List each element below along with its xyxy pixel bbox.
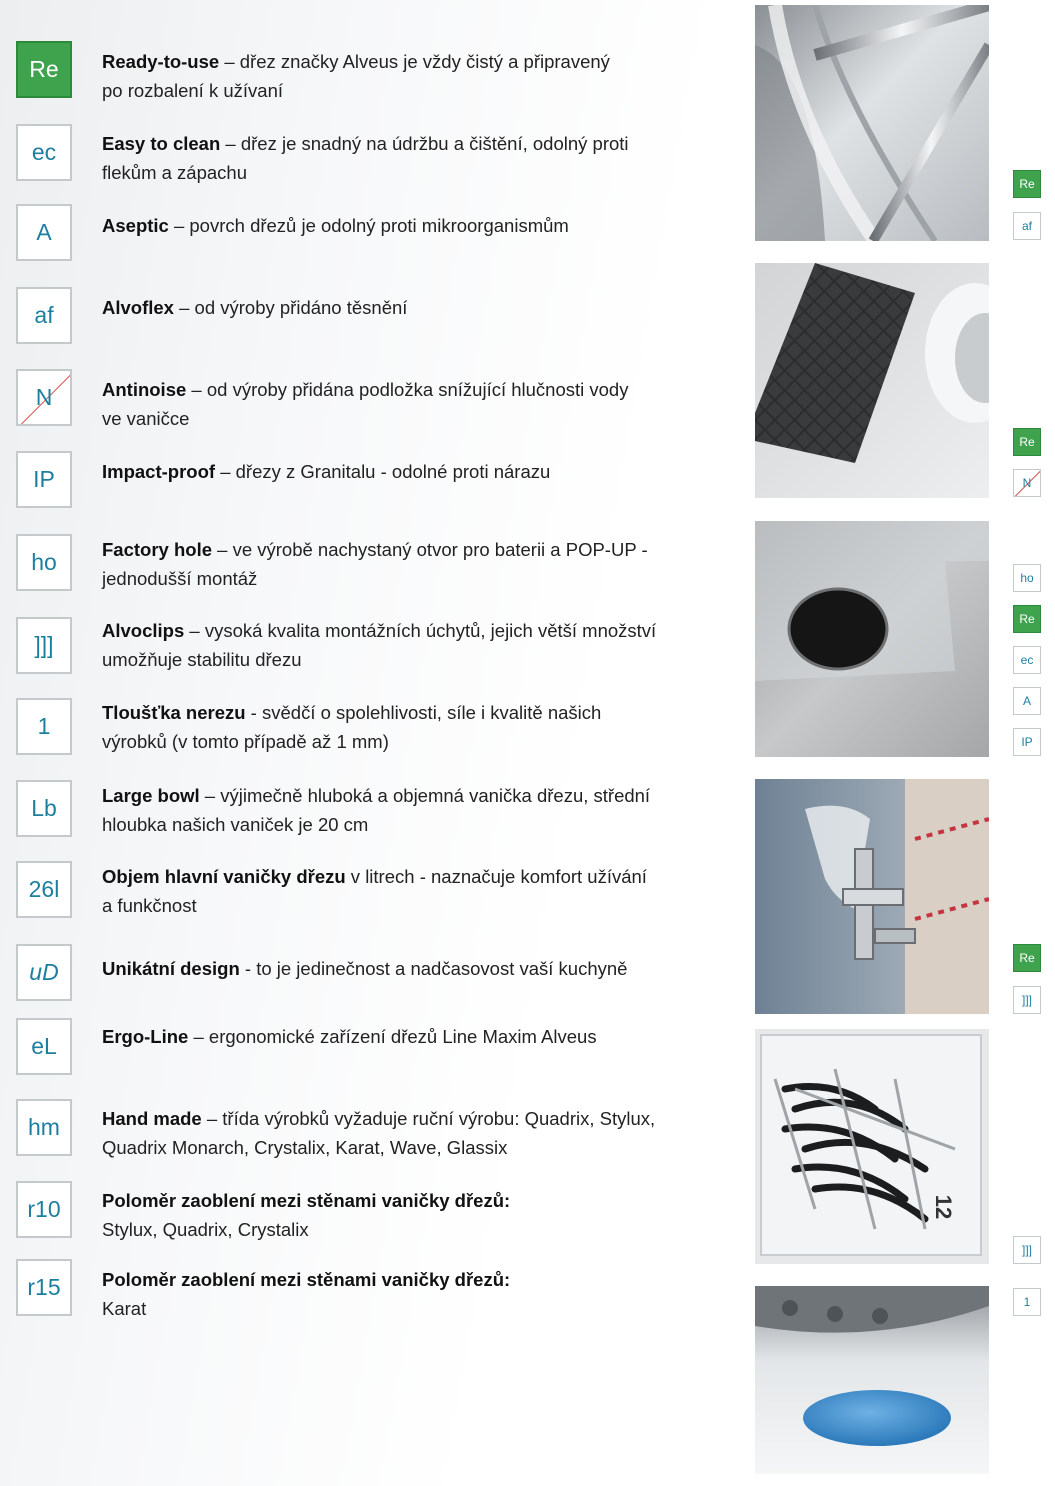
photo-sink-edge bbox=[755, 5, 989, 241]
feature-text: – vysoká kvalita montážních úchytů, jejich větší množství bbox=[184, 620, 657, 641]
photo-factory-hole bbox=[755, 521, 989, 757]
feature-text: – povrch dřezů je odolný proti mikroorganismům bbox=[168, 215, 569, 236]
icon-large-bowl: Lb bbox=[16, 780, 72, 837]
feature-radius-15 bbox=[102, 1265, 702, 1323]
feature-title: Alvoflex bbox=[102, 297, 174, 318]
feature-bowl-volume bbox=[102, 862, 702, 920]
icon-antinoise: N bbox=[16, 369, 72, 426]
feature-text-line2: hloubka našich vaniček je 20 cm bbox=[102, 814, 369, 835]
feature-text: – ve výrobě nachystaný otvor pro baterii a POP-UP - bbox=[212, 539, 648, 560]
tag-ready-to-use: Re bbox=[1013, 944, 1041, 972]
photo-drain-cap bbox=[755, 1286, 989, 1474]
feature-text-line2: umožňuje stabilitu dřezu bbox=[102, 649, 302, 670]
feature-title: Factory hole bbox=[102, 539, 212, 560]
feature-radius-10 bbox=[102, 1186, 702, 1244]
feature-text: v litrech - naznačuje komfort užívání bbox=[345, 866, 647, 887]
feature-text: – dřezy z Granitalu - odolné proti nárazu bbox=[215, 461, 551, 482]
feature-text: - to je jedinečnost a nadčasovost vaší kuchyně bbox=[239, 958, 628, 979]
feature-title: Ergo-Line bbox=[102, 1026, 189, 1047]
feature-text: – ergonomické zařízení dřezů Line Maxim Alveus bbox=[188, 1026, 597, 1047]
tag-ready-to-use: Re bbox=[1013, 170, 1041, 198]
feature-unique-design bbox=[102, 954, 702, 983]
feature-text: – od výroby přidána podložka snížující hlučnosti vody bbox=[186, 379, 629, 400]
feature-text: – třída výrobků vyžaduje ruční výrobu: Quadrix, Stylux, bbox=[201, 1108, 656, 1129]
feature-text: – od výroby přidáno těsnění bbox=[173, 297, 408, 318]
feature-text-line2: Karat bbox=[102, 1298, 147, 1319]
feature-large-bowl bbox=[102, 781, 702, 839]
tag-alvoclips: ]]] bbox=[1013, 1236, 1041, 1264]
icon-radius-15: r15 bbox=[16, 1259, 72, 1316]
tag-alvoflex: af bbox=[1013, 212, 1041, 240]
feature-easy-to-clean bbox=[102, 129, 702, 187]
feature-text: – výjimečně hluboká a objemná vanička dřezu, střední bbox=[199, 785, 651, 806]
feature-title: Alvoclips bbox=[102, 620, 185, 641]
tag-impact-proof: IP bbox=[1013, 728, 1041, 756]
tag-antinoise: N bbox=[1013, 469, 1041, 497]
feature-title: Easy to clean bbox=[102, 133, 221, 154]
icon-ergo-line: eL bbox=[16, 1018, 72, 1075]
feature-text: - svědčí o spolehlivosti, síle i kvalitě našich bbox=[245, 702, 602, 723]
feature-title: Large bowl bbox=[102, 785, 200, 806]
icon-hand-made: hm bbox=[16, 1099, 72, 1156]
icon-easy-to-clean: ec bbox=[16, 124, 72, 181]
feature-thickness bbox=[102, 698, 702, 756]
feature-title: Objem hlavní vaničky dřezu bbox=[102, 866, 346, 887]
feature-ready-to-use bbox=[102, 47, 702, 105]
feature-title: Aseptic bbox=[102, 215, 169, 236]
tag-ready-to-use: Re bbox=[1013, 605, 1041, 633]
feature-title: Hand made bbox=[102, 1108, 202, 1129]
icon-alvoclips: ]]] bbox=[16, 617, 72, 674]
icon-radius-10: r10 bbox=[16, 1181, 72, 1238]
tag-easy-to-clean: ec bbox=[1013, 646, 1041, 674]
icon-thickness: 1 bbox=[16, 698, 72, 755]
icon-bowl-volume: 26l bbox=[16, 861, 72, 918]
photo-antinoise-pad bbox=[755, 263, 989, 498]
tag-ready-to-use: Re bbox=[1013, 428, 1041, 456]
feature-ergo-line bbox=[102, 1022, 702, 1051]
feature-title: Poloměr zaoblení mezi stěnami vaničky dřezů: bbox=[102, 1269, 511, 1290]
feature-text-line2: ve vaničce bbox=[102, 408, 190, 429]
feature-impact-proof bbox=[102, 457, 702, 486]
feature-text-line2: po rozbalení k užívaní bbox=[102, 80, 283, 101]
icon-alvoflex: af bbox=[16, 287, 72, 344]
tag-thickness: 1 bbox=[1013, 1288, 1041, 1316]
feature-text-line2: jednodušší montáž bbox=[102, 568, 258, 589]
feature-title: Tloušťka nerezu bbox=[102, 702, 246, 723]
feature-title: Poloměr zaoblení mezi stěnami vaničky dřezů: bbox=[102, 1190, 511, 1211]
icon-factory-hole: ho bbox=[16, 534, 72, 591]
tag-factory-hole: ho bbox=[1013, 564, 1041, 592]
feature-text: – dřez je snadný na údržbu a čištění, odolný proti bbox=[220, 133, 629, 154]
icon-impact-proof: IP bbox=[16, 451, 72, 508]
feature-aseptic bbox=[102, 211, 702, 240]
feature-title: Ready-to-use bbox=[102, 51, 220, 72]
icon-unique-design: uD bbox=[16, 944, 72, 1001]
feature-alvoflex bbox=[102, 293, 702, 322]
clips-package-number: 12 bbox=[931, 1194, 957, 1220]
feature-title: Unikátní design bbox=[102, 958, 240, 979]
icon-aseptic: A bbox=[16, 204, 72, 261]
tag-alvoclips: ]]] bbox=[1013, 986, 1041, 1014]
feature-text-line2: Stylux, Quadrix, Crystalix bbox=[102, 1219, 309, 1240]
icon-ready-to-use: Re bbox=[16, 41, 72, 98]
feature-text-line2: flekům a zápachu bbox=[102, 162, 248, 183]
photo-clips-bag bbox=[755, 1029, 989, 1264]
feature-antinoise bbox=[102, 375, 702, 433]
feature-text: – dřez značky Alveus je vždy čistý a připravený bbox=[219, 51, 610, 72]
feature-title: Impact-proof bbox=[102, 461, 216, 482]
photo-mounting-clip bbox=[755, 779, 989, 1014]
feature-hand-made bbox=[102, 1104, 702, 1162]
feature-text-line2: a funkčnost bbox=[102, 895, 197, 916]
feature-factory-hole bbox=[102, 535, 702, 593]
feature-text-line2: výrobků (v tomto případě až 1 mm) bbox=[102, 731, 389, 752]
tag-aseptic: A bbox=[1013, 687, 1041, 715]
feature-text-line2: Quadrix Monarch, Crystalix, Karat, Wave, Glassix bbox=[102, 1137, 508, 1158]
feature-alvoclips bbox=[102, 616, 702, 674]
feature-title: Antinoise bbox=[102, 379, 187, 400]
